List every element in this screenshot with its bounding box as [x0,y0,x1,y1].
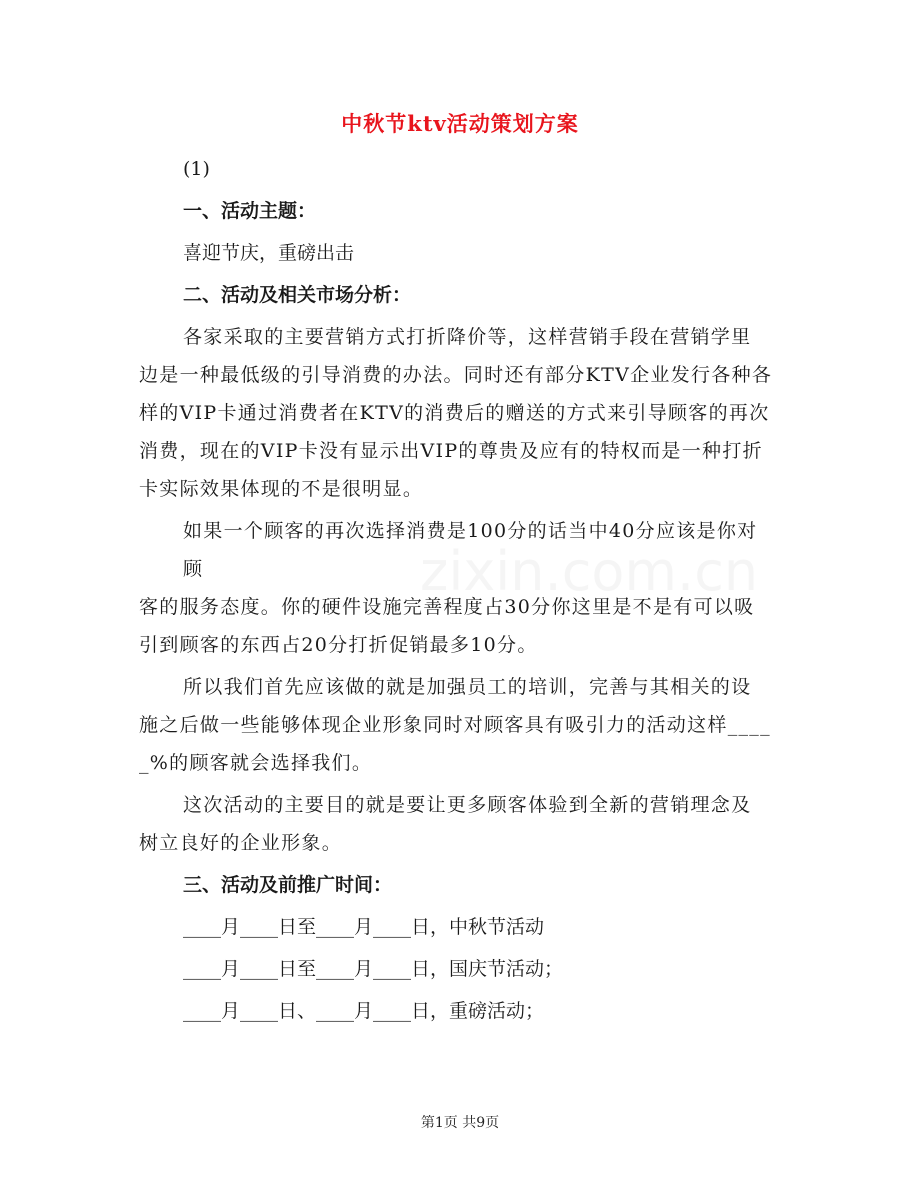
theme-text: 喜迎节庆，重磅出击 [183,242,355,264]
document-body [139,150,773,1034]
paragraph-line: 样的VIP卡通过消费者在KTV的消费后的赠送的方式来引导顾客的再次 [139,402,770,424]
paragraph-line: 施之后做一些能够体现企业形象同时对顾客具有吸引力的活动这样____ [139,714,771,736]
paragraph-line: 卡实际效果体现的不是很明显。 [139,478,424,500]
document-title: 中秋节ktv活动策划方案 [341,111,579,136]
schedule-item: ____月____日至____月____日，国庆节活动； [183,958,564,980]
watermark: zixin.com.cn [420,540,759,603]
paragraph-line: 如果一个顾客的再次选择消费是100分的话当中40分应该是你对顾 [183,520,758,580]
heading-schedule: 三、活动及前推广时间： [183,874,393,896]
paragraph-line: 消费，现在的VIP卡没有显示出VIP的尊贵及应有的特权而是一种打折 [139,440,763,462]
paragraph-line: 客的服务态度。你的硬件设施完善程度占30分你这里是不是有可以吸 [139,596,755,618]
paragraph-line: _%的顾客就会选择我们。 [139,752,373,774]
paragraph-line: 各家采取的主要营销方式打折降价等，这样营销手段在营销学里 [183,326,752,348]
paragraph-line: 树立良好的企业形象。 [139,832,343,854]
heading-theme: 一、活动主题： [183,200,317,222]
paragraph-2 [139,512,773,664]
paragraph-3 [139,668,773,782]
schedule-item: ____月____日至____月____日，中秋节活动 [183,916,545,938]
paragraph-1 [139,318,773,508]
heading-market-analysis: 二、活动及相关市场分析： [183,284,412,306]
paragraph-line: 所以我们首先应该做的就是加强员工的培训，完善与其相关的设 [183,676,752,698]
section-number: (1) [183,158,210,180]
schedule-item: ____月____日、____月____日，重磅活动； [183,1000,545,1022]
page-footer: 第1页 共9页 [420,1115,500,1131]
paragraph-line: 引到顾客的东西占20分打折促销最多10分。 [139,634,538,656]
paragraph-4 [139,786,773,862]
paragraph-line: 边是一种最低级的引导消费的办法。同时还有部分KTV企业发行各种各 [139,364,773,386]
paragraph-line: 这次活动的主要目的就是要让更多顾客体验到全新的营销理念及 [183,794,752,816]
